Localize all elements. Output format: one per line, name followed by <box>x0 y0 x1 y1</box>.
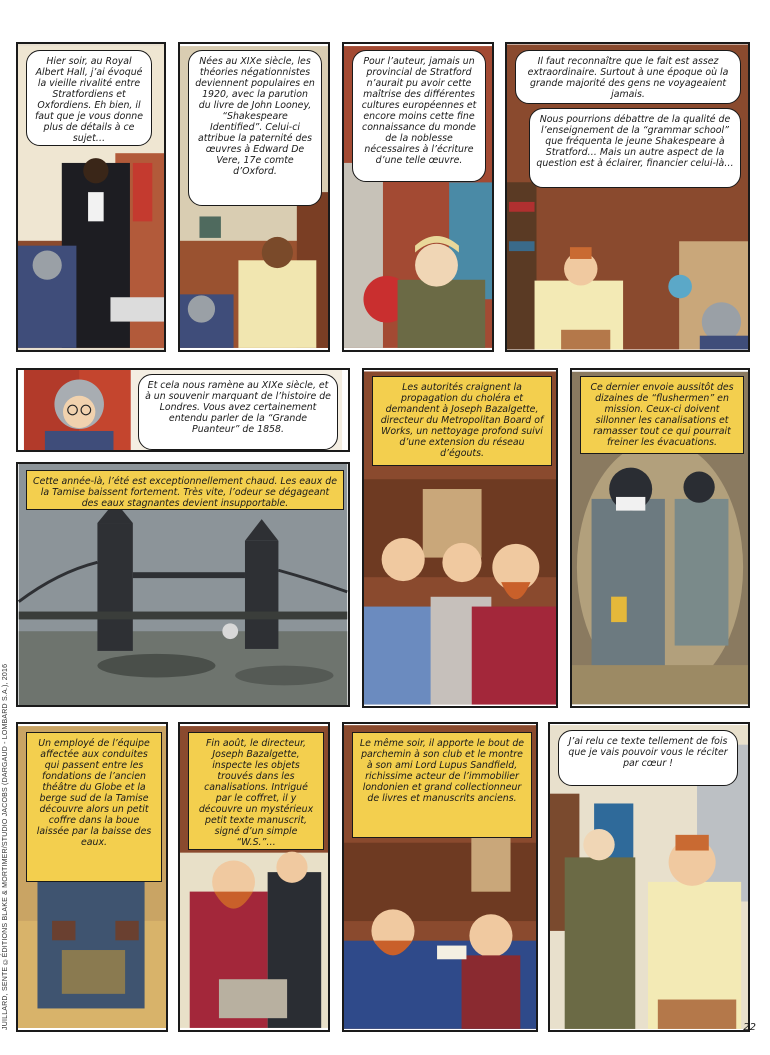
panel-6-tower-bridge <box>16 462 350 707</box>
panel-9-chest-in-mud <box>16 722 168 1032</box>
narration-caption: Fin août, le directeur, Joseph Bazalgette, inspecte les objets trouvés dans les canalisations. Intrigué par le coffret, il y découvre un mystérieux petit texte manuscrit, signé d’un simple “W.S.”… <box>188 732 324 850</box>
narration-caption: Un employé de l’équipe affectée aux conduites qui passent entre les fondations de l’ancien théâtre du Globe et la berge sud de la Tamise découvre alors un petit coffre dans la boue laissée par la baisse des eaux. <box>26 732 162 882</box>
speech-balloon: Hier soir, au Royal Albert Hall, j’ai évoqué la vieille rivalité entre Stratfordiens et Oxfordiens. Eh bien, il faut que je vous donne plus de détails à ce sujet… <box>26 50 152 146</box>
panel-2-lecturer-back <box>178 42 330 352</box>
panel-11-club-scene <box>342 722 538 1032</box>
panel-5-woman-glasses <box>16 368 350 452</box>
panel-10-bazalgette-inspects <box>178 722 330 1032</box>
panel-12-mortimer-blake <box>548 722 750 1032</box>
narration-caption: Les autorités craignent la propagation du choléra et demandent à Joseph Bazalgette, directeur du Metropolitan Board of Works, un nettoyage profond suivi d’une extension du réseau d’égouts. <box>372 376 552 466</box>
speech-balloon: Nées au XIXe siècle, les théories négationnistes deviennent populaires en 1920, avec la parution du livre de John Looney, “Shakespeare Identified”. Celui-ci attribue la paternité des œuvres à Edward De Vere, 17e comte d’Oxford. <box>188 50 322 206</box>
copyright-credit: JUILLARD, SENTE ©ÉDITIONS BLAKE & MORTIMER/STUDIO JACOBS (DARGAUD - LOMBARD S.A.), 2016 <box>2 663 9 1030</box>
page-number: 22 <box>743 1022 756 1033</box>
speech-balloon: Nous pourrions débattre de la qualité de l’enseignement de la “grammar school” que fréquenta le jeune Shakespeare à Stratford… Mais un autre aspect de la question est à éclairer, financier celui-là… <box>529 108 741 188</box>
narration-caption: Cette année-là, l’été est exceptionnellement chaud. Les eaux de la Tamise baissent fortement. Très vite, l’odeur se dégageant des eaux stagnantes devient insupportable. <box>26 470 344 510</box>
panel-3-mortimer-pipe <box>342 42 494 352</box>
panel-8-flushermen <box>570 368 750 708</box>
speech-balloon: Et cela nous ramène au XIXe siècle, et à un souvenir marquant de l’histoire de Londres. Vous avez certainement entendu parler de la “Grande Puanteur” de 1858. <box>138 374 338 450</box>
panel-1-lecturer <box>16 42 166 352</box>
panel-4-blake-library <box>505 42 750 352</box>
speech-balloon: Pour l’auteur, jamais un provincial de Stratford n’aurait pu avoir cette maîtrise des différentes cultures européennes et encore moins cette fine connaissance du monde de la noblesse nécessaires à l’écriture d’une telle œuvre. <box>352 50 486 182</box>
narration-caption: Ce dernier envoie aussitôt des dizaines de “flushermen” en mission. Ceux-ci doivent sillonner les canalisations et ramasser tout ce qui pourrait freiner les évacuations. <box>580 376 744 454</box>
speech-balloon: Il faut reconnaître que le fait est assez extraordinaire. Surtout à une époque où la grande majorité des gens ne voyageaient jamais. <box>515 50 741 104</box>
speech-balloon: J’ai relu ce texte tellement de fois que je vais pouvoir vous le réciter par cœur ! <box>558 730 738 786</box>
panel-7-bazalgette-meeting <box>362 368 558 708</box>
narration-caption: Le même soir, il apporte le bout de parchemin à son club et le montre à son ami Lord Lupus Sandfield, richissime acteur de l’immobilier londonien et grand collectionneur de livres et manuscrits anciens. <box>352 732 532 838</box>
